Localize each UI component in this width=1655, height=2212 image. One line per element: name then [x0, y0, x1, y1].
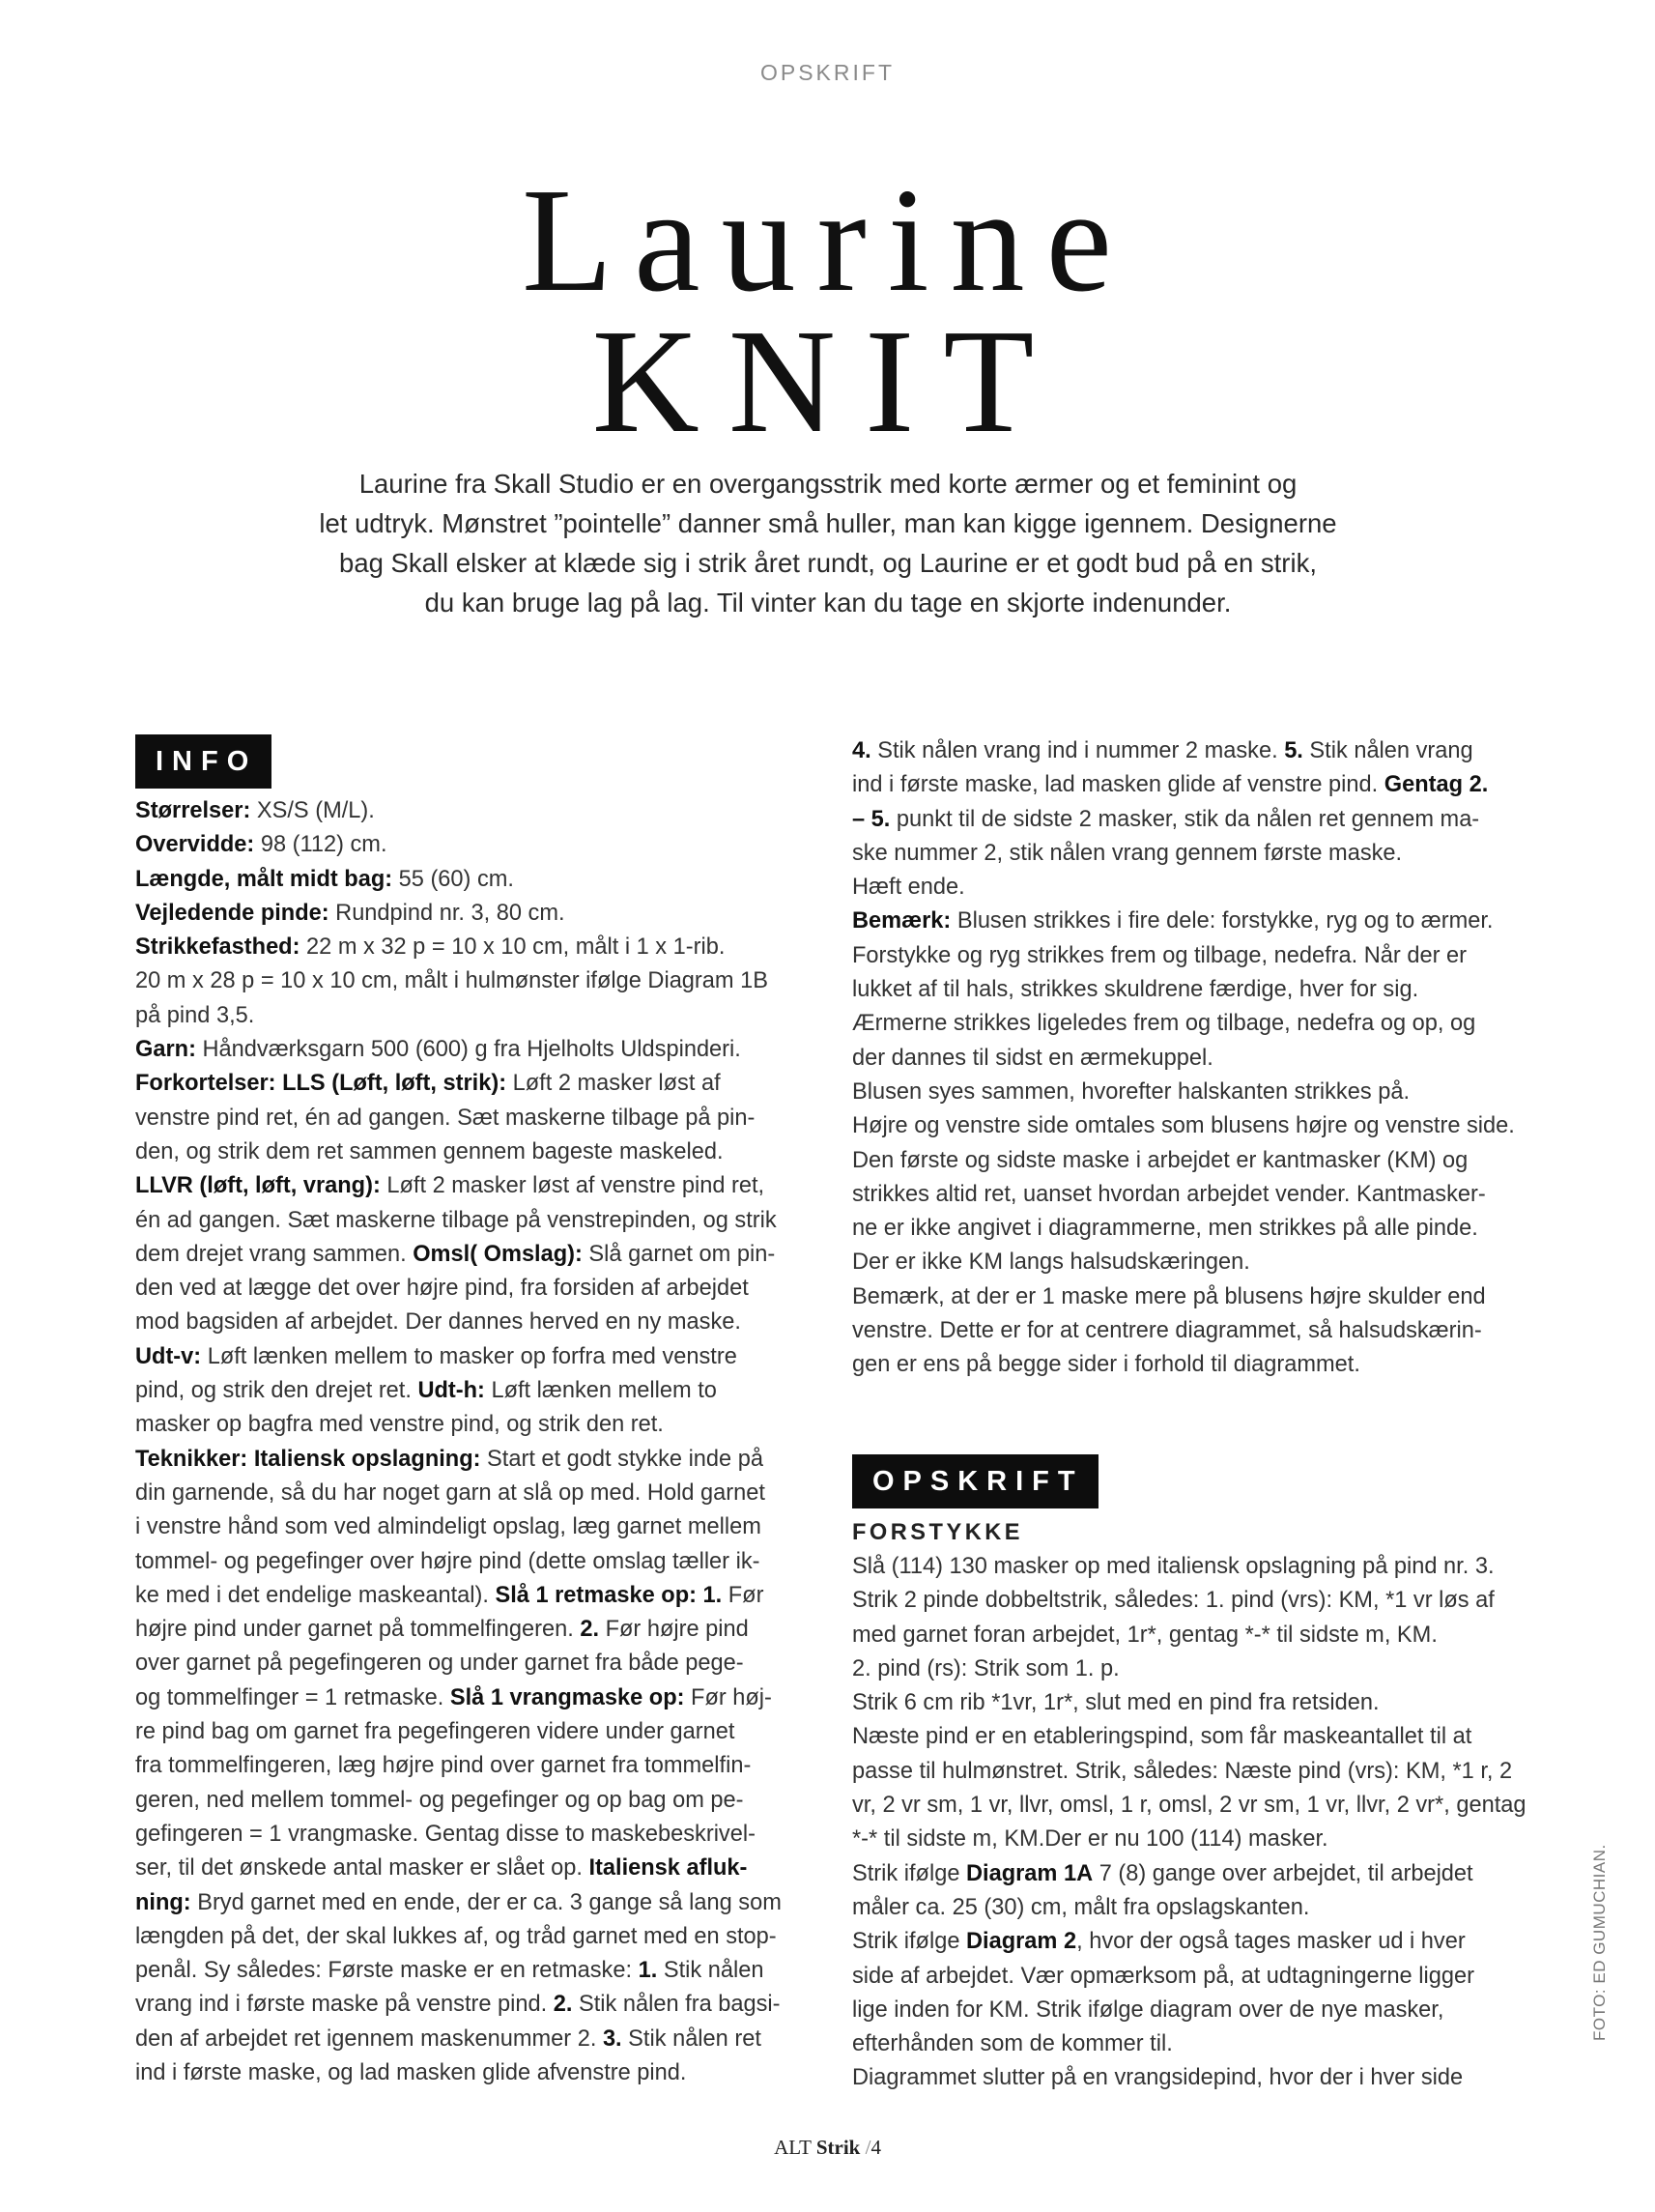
text-run: XS/S (M/L).: [250, 798, 375, 823]
text-line: [852, 1007, 1528, 1041]
text-run: 7 (8) gange over arbejdet, til arbejdet: [1093, 1860, 1473, 1886]
text-line: [852, 1212, 1528, 1246]
text-run: tommel- og pegefinger over højre pind (dette omslag tæller ik-: [135, 1548, 760, 1574]
text-line: [852, 1619, 1528, 1652]
text-run: Bemærk, at der er 1 maske mere på blusens højre skulder end: [852, 1283, 1486, 1309]
text-line: [135, 2023, 812, 2056]
bold-run: Udt-v:: [135, 1343, 202, 1369]
text-line: [135, 1852, 812, 1885]
text-line: [135, 1647, 812, 1681]
text-line: [852, 1178, 1528, 1212]
text-run: Løft lænken mellem to masker op forfra med venstre: [201, 1343, 737, 1369]
text-line: [135, 1374, 812, 1408]
text-line: [135, 1272, 812, 1306]
text-run: Bryd garnet med en ende, der er ca. 3 gange så lang som: [190, 1889, 782, 1915]
text-run: masker op bagfra med venstre pind, og strik den ret.: [135, 1412, 664, 1438]
text-line: [852, 1314, 1528, 1348]
text-run: vr, 2 vr sm, 1 vr, llvr, omsl, 1 r, omsl, 2 vr sm, 1 vr, llvr, 2 vr*, gentag: [852, 1793, 1527, 1819]
text-run: Løft lænken mellem to: [484, 1378, 717, 1404]
footer-separator: /: [865, 2136, 871, 2159]
left-column: [135, 734, 812, 2090]
text-run: 55 (60) cm.: [392, 866, 514, 892]
bold-run: Diagram 2: [966, 1929, 1077, 1955]
bold-run: Strikkefasthed:: [135, 934, 300, 961]
bold-run: LLVR (løft, løft, vrang):: [135, 1173, 381, 1199]
text-run: i venstre hånd som ved almindeligt opslag, læg garnet mellem: [135, 1514, 761, 1540]
text-run: én ad gangen. Sæt maskerne tilbage på venstrepinden, og strik: [135, 1207, 777, 1233]
text-line: [852, 768, 1528, 802]
text-run: 98 (112) cm.: [254, 832, 387, 858]
text-line: [135, 1204, 812, 1238]
bold-run: Bemærk:: [852, 908, 952, 934]
text-run: Strik 2 pinde dobbeltstrik, således: 1. pind (vrs): KM, *1 vr løs af: [852, 1588, 1495, 1614]
text-run: ser, til det ønskede antal masker er slået op.: [135, 1855, 589, 1882]
text-line: [852, 939, 1528, 973]
text-line: [852, 837, 1528, 871]
bold-run: Slå 1 retmaske op: 1.: [495, 1582, 723, 1608]
text-run: på pind 3,5.: [135, 1002, 255, 1028]
text-line: [852, 1042, 1528, 1076]
text-line: [852, 1789, 1528, 1823]
info-heading: INFO: [135, 734, 271, 789]
text-run: Højre og venstre side omtales som blusens højre og venstre side.: [852, 1113, 1515, 1139]
text-run: over garnet på pegefingeren og under garnet fra både pege-: [135, 1651, 744, 1677]
intro-line: du kan bruge lag på lag. Til vinter kan du tage en skjorte indenunder.: [424, 588, 1232, 618]
bold-run: Diagram 1A: [966, 1860, 1094, 1886]
bold-run: Slå 1 vrangmaske op:: [449, 1684, 685, 1710]
text-line: [135, 1886, 812, 1920]
text-run: gefingeren = 1 vrangmaske. Gentag disse to maskebeskrivel-: [135, 1821, 756, 1847]
info-body: [135, 794, 812, 2090]
text-line: [135, 1135, 812, 1169]
text-run: Ærmerne strikkes ligeledes frem og tilbage, nedefra og op, og: [852, 1011, 1476, 1037]
text-run: Strik 6 cm rib *1vr, 1r*, slut med en pind fra retsiden.: [852, 1690, 1380, 1716]
text-line: [852, 1246, 1528, 1279]
text-run: Stik nålen ret: [621, 2025, 761, 2052]
text-line: [135, 931, 812, 964]
notes-body: [852, 734, 1528, 1383]
text-line: [135, 1988, 812, 2022]
text-run: Strik ifølge: [852, 1929, 966, 1955]
right-column: [852, 734, 1528, 2096]
text-line: [135, 1238, 812, 1272]
text-line: [135, 1681, 812, 1715]
bold-run: Teknikker: Italiensk opslagning:: [135, 1446, 481, 1472]
text-run: fra tommelfingeren, læg højre pind over garnet fra tommelfin-: [135, 1753, 752, 1779]
bold-run: Vejledende pinde:: [135, 900, 329, 926]
text-run: side af arbejdet. Vær opmærksom på, at udtagningerne ligger: [852, 1963, 1474, 1989]
text-run: geren, ned mellem tommel- og pegefinger og op bag om pe-: [135, 1787, 744, 1813]
text-run: pind, og strik den drejet ret.: [135, 1378, 418, 1404]
text-run: Blusen strikkes i fire dele: forstykke, ryg og to ærmer.: [951, 908, 1494, 934]
text-run: Stik nålen fra bagsi-: [572, 1992, 781, 2018]
photo-credit: FOTO: ED GUMUCHIAN.: [1590, 1844, 1609, 2041]
text-line: [852, 1857, 1528, 1891]
text-run: re pind bag om garnet fra pegefingeren videre under garnet: [135, 1719, 735, 1745]
intro-paragraph: [220, 464, 1436, 622]
text-run: Der er ikke KM langs halsudskæringen.: [852, 1250, 1250, 1276]
bold-run: 1.: [638, 1958, 658, 1984]
text-line: [852, 1755, 1528, 1789]
text-run: den af arbejdet ret igennem maskenummer 2.: [135, 2025, 603, 2052]
text-run: Den første og sidste maske i arbejdet er kantmasker (KM) og: [852, 1147, 1469, 1173]
forstykke-subheading: FORSTYKKE: [852, 1519, 1024, 1545]
text-line: [852, 1348, 1528, 1382]
text-run: penål. Sy således: Første maske er en retmaske:: [135, 1958, 639, 1984]
bold-run: 4.: [852, 738, 871, 763]
footer-page-number: 4: [870, 2136, 881, 2159]
text-line: [135, 1477, 812, 1510]
text-run: Næste pind er en etableringspind, som får maskeantallet til at: [852, 1724, 1472, 1750]
text-run: Stik nålen vrang: [1302, 738, 1473, 763]
text-line: [135, 964, 812, 998]
intro-line: Laurine fra Skall Studio er en overgangsstrik med korte ærmer og et feminint og: [358, 469, 1298, 499]
bold-run: Størrelser:: [135, 798, 251, 823]
text-run: ske nummer 2, stik nålen vrang gennem første maske.: [852, 840, 1403, 866]
text-run: dem drejet vrang sammen.: [135, 1241, 414, 1267]
text-line: [852, 1686, 1528, 1720]
text-run: Strik ifølge: [852, 1860, 966, 1886]
text-line: [852, 1994, 1528, 2027]
bold-run: Forkortelser: LLS (Løft, løft, strik):: [135, 1071, 507, 1097]
text-run: gen er ens på begge sider i forhold til diagrammet.: [852, 1352, 1360, 1378]
text-run: , hvor der også tages masker ud i hver: [1076, 1929, 1466, 1955]
text-run: Håndværksgarn 500 (600) g fra Hjelholts Uldspinderi.: [195, 1037, 741, 1063]
text-run: med garnet foran arbejdet, 1r*, gentag *-* til sidste m, KM.: [852, 1622, 1438, 1648]
text-line: [135, 1784, 812, 1818]
title-line-1: Laurine: [522, 158, 1133, 323]
text-run: Rundpind nr. 3, 80 cm.: [328, 900, 565, 926]
text-line: [135, 828, 812, 862]
title-line-2: KNIT: [591, 300, 1064, 464]
text-run: ke med i det endelige maskeantal).: [135, 1582, 496, 1608]
text-line: [852, 734, 1528, 768]
text-run: ind i første maske, og lad masken glide afvenstre pind.: [135, 2059, 687, 2085]
text-run: lukket af til hals, strikkes skuldrene færdige, hver for sig.: [852, 977, 1419, 1003]
text-run: mod bagsiden af arbejdet. Der dannes herved en ny maske.: [135, 1309, 741, 1336]
text-line: [852, 905, 1528, 938]
text-run: efterhånden som de kommer til.: [852, 2031, 1173, 2057]
text-line: [135, 1749, 812, 1783]
text-line: [135, 999, 812, 1033]
intro-line: bag Skall elsker at klæde sig i strik året rundt, og Laurine er et godt bud på en strik,: [339, 548, 1317, 578]
text-run: Løft 2 masker løst af: [506, 1071, 721, 1097]
bold-run: ning:: [135, 1889, 191, 1915]
text-line: [135, 1102, 812, 1135]
text-run: Diagrammet slutter på en vrangsidepind, hvor der i hver side: [852, 2065, 1464, 2091]
text-line: [135, 1340, 812, 1374]
text-run: Før høj-: [684, 1684, 772, 1710]
text-run: Start et godt stykke inde på: [480, 1446, 763, 1472]
text-line: [852, 803, 1528, 837]
text-run: Forstykke og ryg strikkes frem og tilbage, nedefra. Når der er: [852, 942, 1467, 968]
bold-run: Længde, målt midt bag:: [135, 866, 393, 892]
text-run: punkt til de sidste 2 masker, stik da nålen ret gennem ma-: [890, 806, 1480, 832]
text-run: og tommelfinger = 1 retmaske.: [135, 1684, 450, 1710]
text-run: længden på det, der skal lukkes af, og tråd garnet med en stop-: [135, 1923, 777, 1949]
text-line: [852, 1720, 1528, 1754]
text-line: [852, 871, 1528, 905]
page-kicker: OPSKRIFT: [759, 60, 895, 85]
text-line: [135, 863, 812, 897]
text-line: [852, 1823, 1528, 1856]
text-run: Blusen syes sammen, hvorefter halskanten strikkes på.: [852, 1078, 1410, 1105]
text-line: [135, 794, 812, 828]
text-run: Stik nålen: [657, 1958, 764, 1984]
text-run: Løft 2 masker løst af venstre pind ret,: [380, 1173, 765, 1199]
bold-run: Garn:: [135, 1037, 196, 1063]
text-line: [852, 1925, 1528, 1959]
text-run: 20 m x 28 p = 10 x 10 cm, målt i hulmønster ifølge Diagram 1B: [135, 968, 768, 994]
text-line: [135, 1033, 812, 1067]
text-run: den ved at lægge det over højre pind, fra forsiden af arbejdet: [135, 1276, 749, 1302]
bold-run: 2.: [553, 1992, 573, 2018]
text-run: Slå garnet om pin-: [582, 1241, 776, 1267]
text-line: [852, 1076, 1528, 1109]
text-line: [135, 1306, 812, 1339]
text-line: [852, 1960, 1528, 1994]
text-run: højre pind under garnet på tommelfingeren.: [135, 1617, 581, 1643]
text-run: Stik nålen vrang ind i nummer 2 maske.: [870, 738, 1285, 763]
text-run: måler ca. 25 (30) cm, målt fra opslagskanten.: [852, 1894, 1310, 1920]
text-line: [135, 1067, 812, 1101]
recipe-body: [852, 1550, 1528, 2096]
text-run: strikkes altid ret, uanset hvordan arbejdet vender. Kantmasker-: [852, 1181, 1486, 1207]
page-footer: [0, 2136, 1655, 2160]
text-run: Før højre pind: [599, 1617, 749, 1643]
text-line: [135, 1954, 812, 1988]
text-run: venstre pind ret, én ad gangen. Sæt maskerne tilbage på pin-: [135, 1105, 756, 1131]
bold-run: – 5.: [852, 806, 891, 832]
bold-run: Udt-h:: [417, 1378, 485, 1404]
text-line: [852, 1584, 1528, 1618]
text-line: [852, 2061, 1528, 2095]
text-run: vrang ind i første maske på venstre pind.: [135, 1992, 554, 2018]
text-run: passe til hulmønstret. Strik, således: Næste pind (vrs): KM, *1 r, 2: [852, 1758, 1513, 1784]
bold-run: Gentag 2.: [1384, 772, 1489, 798]
text-line: [852, 1144, 1528, 1178]
text-line: [135, 1715, 812, 1749]
text-line: [135, 2056, 812, 2090]
bold-run: 5.: [1284, 738, 1303, 763]
text-line: [135, 1443, 812, 1477]
text-line: [135, 897, 812, 931]
text-run: lige inden for KM. Strik ifølge diagram over de nye masker,: [852, 1997, 1444, 2023]
text-line: [135, 1579, 812, 1613]
text-line: [135, 1510, 812, 1544]
text-run: der dannes til sidst en ærmekuppel.: [852, 1045, 1213, 1071]
opskrift-heading: OPSKRIFT: [852, 1454, 1099, 1508]
text-run: ne er ikke angivet i diagrammerne, men strikkes på alle pinde.: [852, 1216, 1478, 1242]
text-run: Slå (114) 130 masker op med italiensk opslagning på pind nr. 3.: [852, 1553, 1495, 1579]
text-run: din garnende, så du har noget garn at slå op med. Hold garnet: [135, 1479, 765, 1506]
text-line: [852, 2027, 1528, 2061]
bold-run: Overvidde:: [135, 832, 255, 858]
text-line: [135, 1613, 812, 1647]
text-run: *-* til sidste m, KM.Der er nu 100 (114) masker.: [852, 1826, 1328, 1853]
intro-line: let udtryk. Mønstret ”pointelle” danner små huller, man kan kigge igennem. Designerne: [319, 508, 1337, 538]
footer-magazine: ALT: [774, 2136, 812, 2159]
text-run: 2. pind (rs): Strik som 1. p.: [852, 1655, 1120, 1681]
text-run: Hæft ende.: [852, 875, 965, 901]
text-line: [852, 1280, 1528, 1314]
text-line: [852, 1550, 1528, 1584]
bold-run: 3.: [602, 2025, 622, 2052]
text-line: [135, 1169, 812, 1203]
text-line: [852, 973, 1528, 1007]
footer-section: Strik: [815, 2136, 861, 2159]
text-run: Før: [722, 1582, 764, 1608]
text-line: [135, 1818, 812, 1852]
bold-run: Italiensk afluk-: [588, 1855, 748, 1882]
text-line: [135, 1920, 812, 1954]
text-run: den, og strik dem ret sammen gennem bageste maskeled.: [135, 1138, 724, 1164]
text-run: ind i første maske, lad masken glide af venstre pind.: [852, 772, 1384, 798]
text-run: 22 m x 32 p = 10 x 10 cm, målt i 1 x 1-rib.: [300, 934, 726, 961]
text-line: [135, 1408, 812, 1442]
text-line: [852, 1109, 1528, 1143]
text-line: [135, 1545, 812, 1579]
text-line: [852, 1652, 1528, 1686]
bold-run: 2.: [580, 1617, 600, 1643]
text-run: venstre. Dette er for at centrere diagrammet, så halsudskærin-: [852, 1318, 1482, 1344]
text-line: [852, 1891, 1528, 1925]
bold-run: Omsl( Omslag):: [413, 1241, 583, 1267]
